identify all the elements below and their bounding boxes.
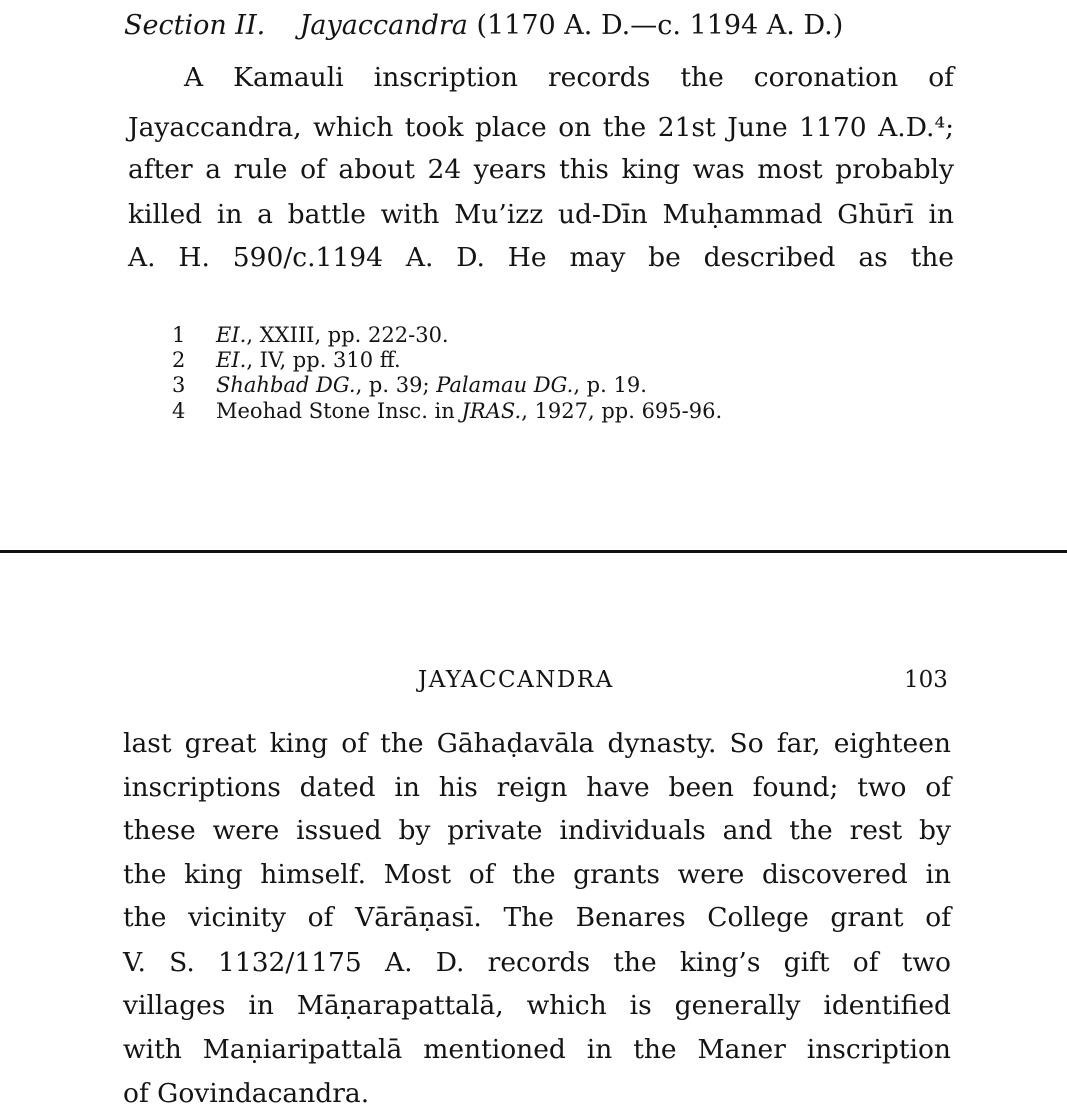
section-dates: (1170 A. D.—c. 1194 A. D.) [476, 10, 844, 41]
footnote-3 [172, 373, 647, 397]
footnote-title: Shahbad DG. [216, 373, 356, 397]
footnote-text: , p. 19. [573, 373, 647, 397]
footnote-2 [172, 348, 401, 372]
footnote-text: , p. 39; [355, 373, 437, 397]
bottom-paragraph-line: the vicinity of Vārāṇasī. The Benares College grant of [123, 902, 951, 933]
bottom-paragraph-line: V. S. 1132/1175 A. D. records the king’s gift of two [123, 947, 951, 978]
footnote-title: EI. [216, 323, 247, 347]
bottom-paragraph-line: of Govindacandra. [123, 1078, 370, 1109]
footnote-number: 1 [172, 323, 186, 347]
footnote-title: EI. [216, 348, 247, 372]
top-paragraph-line: A. H. 590/c.1194 A. D. He may be described as the [128, 242, 954, 273]
footnote-number: 3 [172, 373, 186, 397]
footnote-4 [172, 399, 722, 423]
footnote-title-2: Palamau DG. [436, 373, 574, 397]
footnote-1 [172, 323, 449, 347]
footnote-text: Meohad Stone Insc. in [216, 399, 462, 423]
footnote-text: , XXIII, pp. 222-30. [246, 323, 449, 347]
footnote-text: , 1927, pp. 695-96. [521, 399, 723, 423]
bottom-paragraph-line: villages in Māṇarapattalā, which is generally identified [123, 990, 951, 1021]
bottom-paragraph-line: last great king of the Gāhaḍavāla dynasty. So far, eighteen [123, 728, 951, 759]
page-number: 103 [904, 667, 948, 693]
top-paragraph-line: A Kamauli inscription records the coronation of [184, 62, 954, 93]
bottom-paragraph-line: these were issued by private individuals and the rest by [123, 815, 951, 846]
footnote-number: 2 [172, 348, 186, 372]
section-heading [124, 6, 843, 46]
bottom-paragraph-line: inscriptions dated in his reign have been found; two of [123, 772, 951, 803]
top-page [0, 0, 1067, 552]
section-king-name: Jayaccandra [299, 10, 468, 41]
top-paragraph-line: Jayaccandra, which took place on the 21st June 1170 A.D.⁴; [128, 112, 954, 143]
top-paragraph-line: killed in a battle with Mu’izz ud-Dīn Muḥammad Ghūrī in [128, 199, 954, 230]
footnote-number: 4 [172, 399, 186, 423]
bottom-paragraph-line: with Maṇiaripattalā mentioned in the Maner inscription [123, 1034, 951, 1065]
footnote-text: , IV, pp. 310 ff. [246, 348, 401, 372]
bottom-paragraph-line: the king himself. Most of the grants were discovered in [123, 859, 951, 890]
top-paragraph-line: after a rule of about 24 years this king was most probably [128, 154, 954, 185]
bottom-page [0, 556, 1067, 1120]
running-head: JAYACCANDRA [418, 667, 614, 693]
footnote-title: JRAS. [461, 399, 522, 423]
section-label: Section II. [124, 10, 266, 41]
page-divider [0, 550, 1067, 553]
